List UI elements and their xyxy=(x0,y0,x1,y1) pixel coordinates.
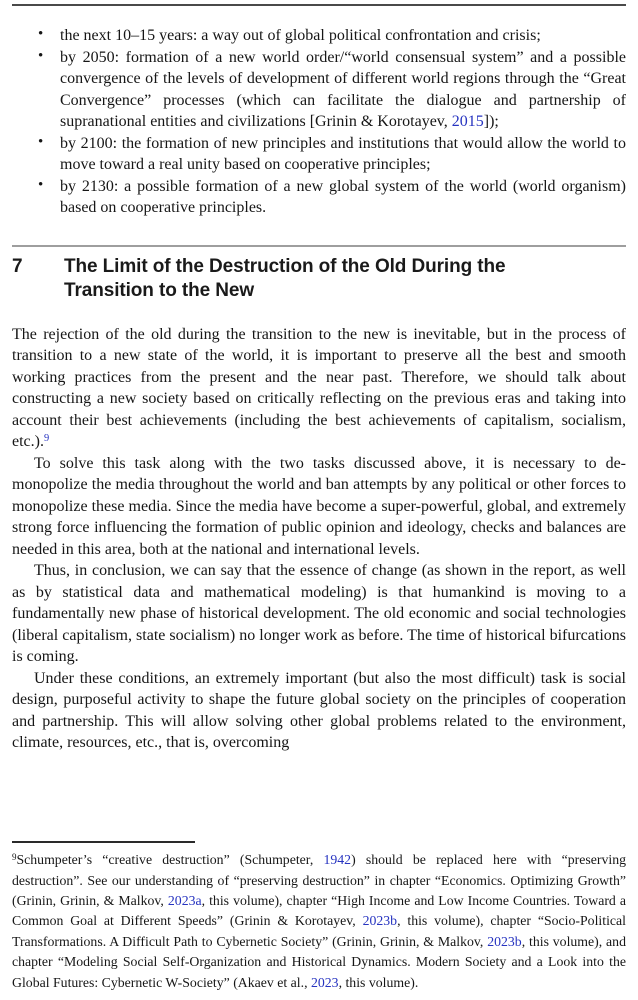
text-segment: by 2100: the formation of new principles and institutions that would allow the world to move toward a real unity based on cooperative principles; xyxy=(60,134,626,173)
text-segment: Schumpeter’s “creative destruction” (Schumpeter, xyxy=(16,852,324,868)
bullet-item xyxy=(12,47,626,133)
bullet-marker: • xyxy=(38,176,44,193)
footnote-text xyxy=(12,850,626,993)
text-segment: by 2050: formation of a new world order/“world consensual system” and a possible convergence of the levels of development of different world regions through the “Great Convergence” processes (which can facilitate the dialogue and partnership of supranational entities and civilizations [Grinin & Korotayev, xyxy=(60,48,626,130)
text-segment: , this volume), chapter “High Income and Low Income Countries. Toward a Common Goal at Different Speeds” (Grinin & Korotayev, xyxy=(12,892,626,929)
bullet-item xyxy=(12,176,626,219)
bullet-item xyxy=(12,25,626,47)
body-paragraph xyxy=(12,324,626,453)
text-segment: , this volume), chapter “Socio-Political Transformations. A Difficult Path to Cybernetic Society” (Grinin, Grinin, & Malkov, xyxy=(12,913,626,949)
bullet-marker: • xyxy=(38,47,44,64)
section-divider-rule xyxy=(12,245,626,247)
text-segment: the next 10–15 years: a way out of global political confrontation and crisis; xyxy=(60,27,541,44)
text-segment: , this volume). xyxy=(338,974,419,990)
footnote-marker-superscript: 9 xyxy=(12,852,17,863)
text-segment: To solve this task along with the two tasks discussed above, it is necessary to de-monopolize the media throughout the world and ban attempts by any political or other forces to monopolize these media. Since the media have become a super-powerful, global, and extremely strong force influencing the formation of public opinion and ideology, checks and balances are needed in this area, both at the national and international levels. xyxy=(12,454,626,558)
page-top-rule xyxy=(12,4,626,6)
text-segment: , this volume), and chapter “Modeling Social Self-Organization and Historical Dynamics. Modern Society and a Look into the Global Futures: Cybernetic W-Society” (Akaev et al., xyxy=(12,933,626,990)
text-segment: by 2130: a possible formation of a new global system of the world (world organism) based on cooperative principles. xyxy=(60,177,626,216)
citation-link[interactable]: 2023b xyxy=(362,913,398,929)
citation-link[interactable]: 9 xyxy=(43,433,50,445)
section-number: 7 xyxy=(12,255,23,277)
text-segment: ]); xyxy=(483,113,499,130)
body-paragraph xyxy=(12,453,626,561)
text-segment: Under these conditions, an extremely important (but also the most difficult) task is social design, purposeful activity to shape the future global society on the principles of cooperation and partnership. This will allow solving other global problems related to the environment, climate, resources, etc., that is, overcoming xyxy=(12,669,626,751)
bullet-marker: • xyxy=(38,133,44,150)
section-body xyxy=(12,324,626,754)
footnote-area xyxy=(12,841,626,993)
text-segment: The rejection of the old during the transition to the new is inevitable, but in the process of transition to a new state of the world, it is important to preserve all the best and smooth working practices from the present and the near past. Therefore, we should talk about constructing a new society based on critically reflecting on the previous eras and taking into account their best achievements (including the best achievements of capitalism, socialism, etc.). xyxy=(12,325,626,450)
footnote-rule xyxy=(12,841,195,843)
section-title: The Limit of the Destruction of the Old During the Transition to the New xyxy=(64,255,506,301)
citation-link[interactable]: 2023a xyxy=(167,892,202,908)
citation-link[interactable]: 2015 xyxy=(451,113,484,130)
citation-link[interactable]: 2023 xyxy=(310,974,339,990)
section-heading xyxy=(12,255,626,303)
body-paragraph xyxy=(12,560,626,668)
forecast-bullet-list xyxy=(12,25,626,219)
text-segment: Thus, in conclusion, we can say that the essence of change (as shown in the report, as well as by statistical data and mathematical modeling) is that humankind is moving to a fundamentally new phase of historical development. The old economic and social technologies (liberal capitalism, state socialism) no longer work as before. The time of historical bifurcations is coming. xyxy=(12,562,626,665)
body-paragraph xyxy=(12,668,626,754)
citation-link[interactable]: 1942 xyxy=(323,852,352,868)
bullet-item xyxy=(12,133,626,176)
text-segment: ) should be replaced here with “preserving destruction”. See our understanding of “preserving destruction” in chapter “Economics. Optimizing Growth” (Grinin, Grinin, & Malkov, xyxy=(12,852,627,908)
citation-link[interactable]: 2023b xyxy=(487,933,522,949)
bullet-marker: • xyxy=(38,26,44,42)
